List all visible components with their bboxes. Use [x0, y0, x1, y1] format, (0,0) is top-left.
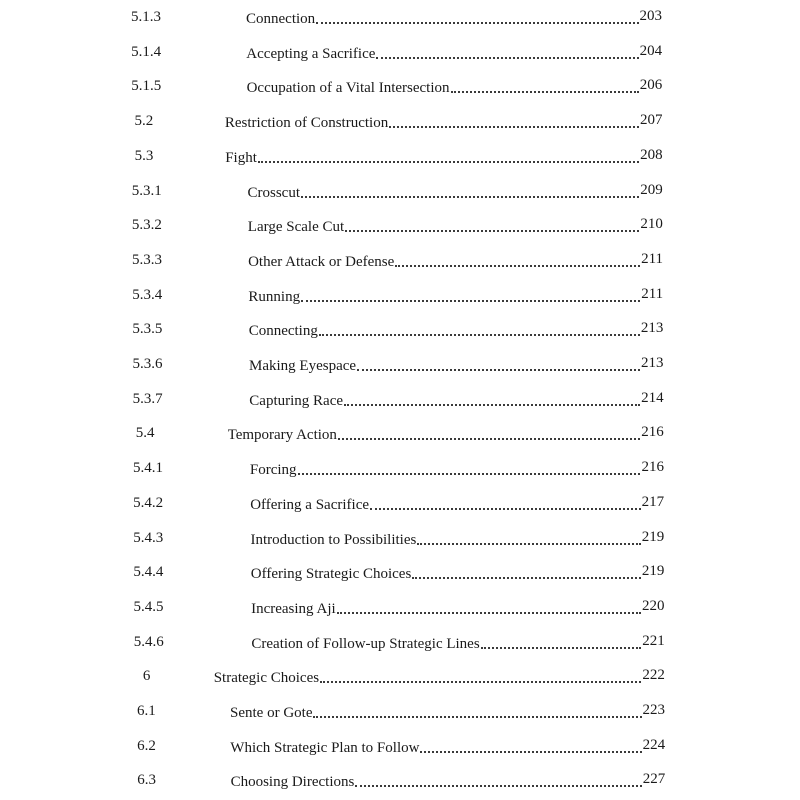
toc-entry-page-number: 204 — [639, 42, 663, 59]
toc-entry-line — [228, 420, 664, 446]
dot-leader — [420, 751, 641, 753]
toc-entry-line — [251, 594, 664, 620]
toc-entry-line — [251, 629, 664, 655]
dot-leader — [319, 334, 640, 336]
toc-entry-title: Connection — [246, 11, 316, 27]
toc-entry-page-number: 224 — [642, 736, 666, 753]
toc-entry-line — [248, 212, 663, 238]
toc-entry — [0, 386, 800, 412]
toc-entry-line — [249, 386, 663, 412]
dot-leader — [481, 647, 642, 649]
dot-leader — [370, 508, 641, 510]
toc-entry-title: Restriction of Construction — [224, 115, 389, 132]
toc-entry-page-number: 216 — [641, 424, 664, 441]
dot-leader — [344, 404, 640, 406]
toc-entry-title: Creation of Follow-up Strategic Lines — [251, 635, 480, 652]
toc-entry-title: Large Scale Cut — [247, 219, 345, 236]
toc-entry-title: Forcing — [249, 462, 297, 479]
toc-entry-line — [230, 698, 665, 724]
dot-leader — [417, 543, 640, 545]
toc-entry — [0, 559, 800, 585]
toc-entry — [0, 490, 800, 516]
toc-entry-title: Capturing Race — [249, 392, 344, 409]
toc-entry-title: Which Strategic Plan to Follow — [230, 739, 420, 756]
toc-entry-number: 5.4.2 — [133, 494, 164, 511]
toc-entry-page-number: 220 — [642, 597, 665, 614]
toc-entry-number: 5.4.3 — [133, 529, 164, 546]
toc-entry-page-number: 211 — [641, 285, 664, 302]
toc-entry — [0, 212, 800, 238]
toc-entry — [0, 73, 800, 99]
toc-entry — [0, 39, 800, 65]
dot-leader — [412, 577, 641, 579]
dot-leader — [451, 91, 639, 93]
toc-entry-number: 5.4.6 — [133, 633, 164, 650]
toc-entry-line — [225, 108, 663, 134]
dot-leader — [357, 369, 640, 371]
toc-entry-page-number: 214 — [641, 389, 664, 406]
dot-leader — [389, 126, 639, 128]
toc-entry — [0, 594, 800, 620]
toc-entry-number: 5.3.5 — [132, 321, 163, 338]
dot-leader — [395, 265, 640, 267]
toc-entry-number: 5.1.3 — [131, 9, 161, 25]
toc-entry-page-number: 219 — [641, 528, 665, 545]
toc-entry-number: 5.3.3 — [132, 251, 163, 268]
dot-leader — [338, 438, 640, 440]
toc-entry-title: Running — [248, 288, 301, 305]
toc-entry-line — [214, 663, 665, 689]
toc-entry-number: 5.2 — [134, 113, 154, 130]
dot-leader — [337, 612, 641, 614]
dot-leader — [355, 785, 641, 787]
toc-entry — [0, 525, 800, 551]
toc-entry-title: Connecting — [248, 323, 318, 340]
toc-entry-page-number: 208 — [640, 146, 663, 163]
toc-entry-number: 5.3.7 — [132, 390, 163, 407]
toc-entry — [0, 247, 800, 273]
toc-entry — [0, 316, 800, 342]
toc-entry-title: Strategic Choices — [213, 670, 320, 687]
toc-entry — [0, 178, 800, 204]
toc-entry-page-number: 210 — [640, 216, 663, 233]
toc-entry-line — [246, 4, 662, 30]
toc-entry-line — [230, 733, 665, 759]
toc-entry-title: Sente or Gote — [230, 705, 313, 721]
toc-entry-line — [250, 490, 664, 516]
toc-entry-page-number: 216 — [641, 459, 664, 476]
toc-entry — [0, 282, 800, 308]
toc-entry-line — [225, 143, 662, 169]
toc-entry — [0, 351, 800, 377]
toc-entry-page-number: 223 — [642, 702, 665, 718]
toc-entry-page-number: 222 — [642, 667, 665, 684]
toc-entry — [0, 663, 800, 689]
toc-entry-title: Temporary Action — [227, 427, 337, 444]
toc-entry-title: Increasing Aji — [251, 600, 336, 617]
toc-entry-line — [247, 73, 663, 99]
toc-entry-number: 5.4.1 — [132, 460, 163, 477]
toc-entry-number: 5.1.5 — [131, 78, 162, 95]
toc-entry — [0, 698, 800, 724]
toc-entry-line — [248, 247, 663, 273]
toc-entry — [0, 108, 800, 134]
dot-leader — [258, 161, 639, 163]
toc-entry-number: 6.2 — [137, 737, 156, 754]
toc-entry-title: Other Attack or Defense — [248, 253, 395, 270]
toc-entry-page-number: 213 — [641, 355, 664, 371]
toc-entry-number: 6.3 — [137, 772, 157, 789]
toc-entry-title: Choosing Directions — [230, 774, 355, 791]
toc-entry-number: 5.3.4 — [132, 286, 163, 303]
toc-entry-number: 5.4.4 — [133, 564, 164, 581]
toc-entry-title: Accepting a Sacrifice — [246, 45, 376, 62]
dot-leader — [345, 230, 639, 232]
toc-entry-number: 5.3.6 — [132, 356, 163, 372]
toc-entry-title: Offering a Sacrifice — [250, 496, 370, 513]
toc-entry — [0, 733, 800, 759]
toc-entry-page-number: 206 — [639, 77, 663, 94]
toc-entry-line — [248, 282, 663, 308]
toc-entry-title: Crosscut — [247, 184, 300, 201]
toc-entry — [0, 4, 800, 30]
toc-entry-number: 5.3.2 — [131, 217, 162, 234]
toc-entry-line — [246, 39, 662, 65]
toc-entry-page-number: 221 — [642, 632, 665, 649]
toc-entry-number: 6.1 — [137, 703, 156, 719]
toc-entry — [0, 420, 800, 446]
toc-entry-page-number: 209 — [640, 181, 663, 198]
toc-entry-number: 5.4 — [135, 425, 155, 442]
toc-entry-title: Occupation of a Vital Intersection — [246, 80, 450, 97]
toc-entry-page-number: 207 — [639, 112, 663, 129]
toc-entry-number: 6 — [142, 668, 151, 685]
toc-entry-page-number: 203 — [639, 8, 662, 24]
toc-entry-line — [251, 525, 665, 551]
toc-entry-line — [249, 316, 664, 342]
toc-entry-title: Introduction to Possibilities — [250, 531, 417, 548]
toc-entry-line — [250, 455, 664, 481]
toc-entry-page-number: 227 — [642, 771, 666, 788]
toc-entry — [0, 629, 800, 655]
toc-entry — [0, 767, 800, 793]
toc-entry-line — [231, 767, 666, 793]
toc-entry-number: 5.4.5 — [133, 598, 164, 615]
toc-entry-line — [248, 178, 663, 204]
toc-entry — [0, 455, 800, 481]
toc-entry-line — [251, 559, 665, 585]
toc-entry — [0, 143, 800, 169]
toc-entry-title: Making Eyespace — [249, 358, 357, 374]
dot-leader — [313, 716, 641, 718]
dot-leader — [298, 473, 641, 475]
toc-entry-page-number: 213 — [640, 320, 664, 337]
dot-leader — [301, 196, 639, 198]
dot-leader — [301, 300, 640, 302]
dot-leader — [316, 22, 638, 24]
dot-leader — [376, 57, 638, 59]
toc-entry-number: 5.1.4 — [131, 43, 162, 60]
toc-entry-title: Fight — [225, 149, 257, 166]
toc-entry-number: 5.3.1 — [131, 182, 162, 199]
dot-leader — [320, 681, 641, 683]
toc-entry-line — [249, 351, 664, 377]
toc-entry-title: Offering Strategic Choices — [250, 566, 412, 583]
toc-entry-page-number: 217 — [641, 493, 665, 510]
toc-entry-number: 5.3 — [134, 147, 154, 164]
toc-entry-page-number: 211 — [641, 250, 664, 267]
toc-entry-page-number: 219 — [641, 563, 665, 580]
